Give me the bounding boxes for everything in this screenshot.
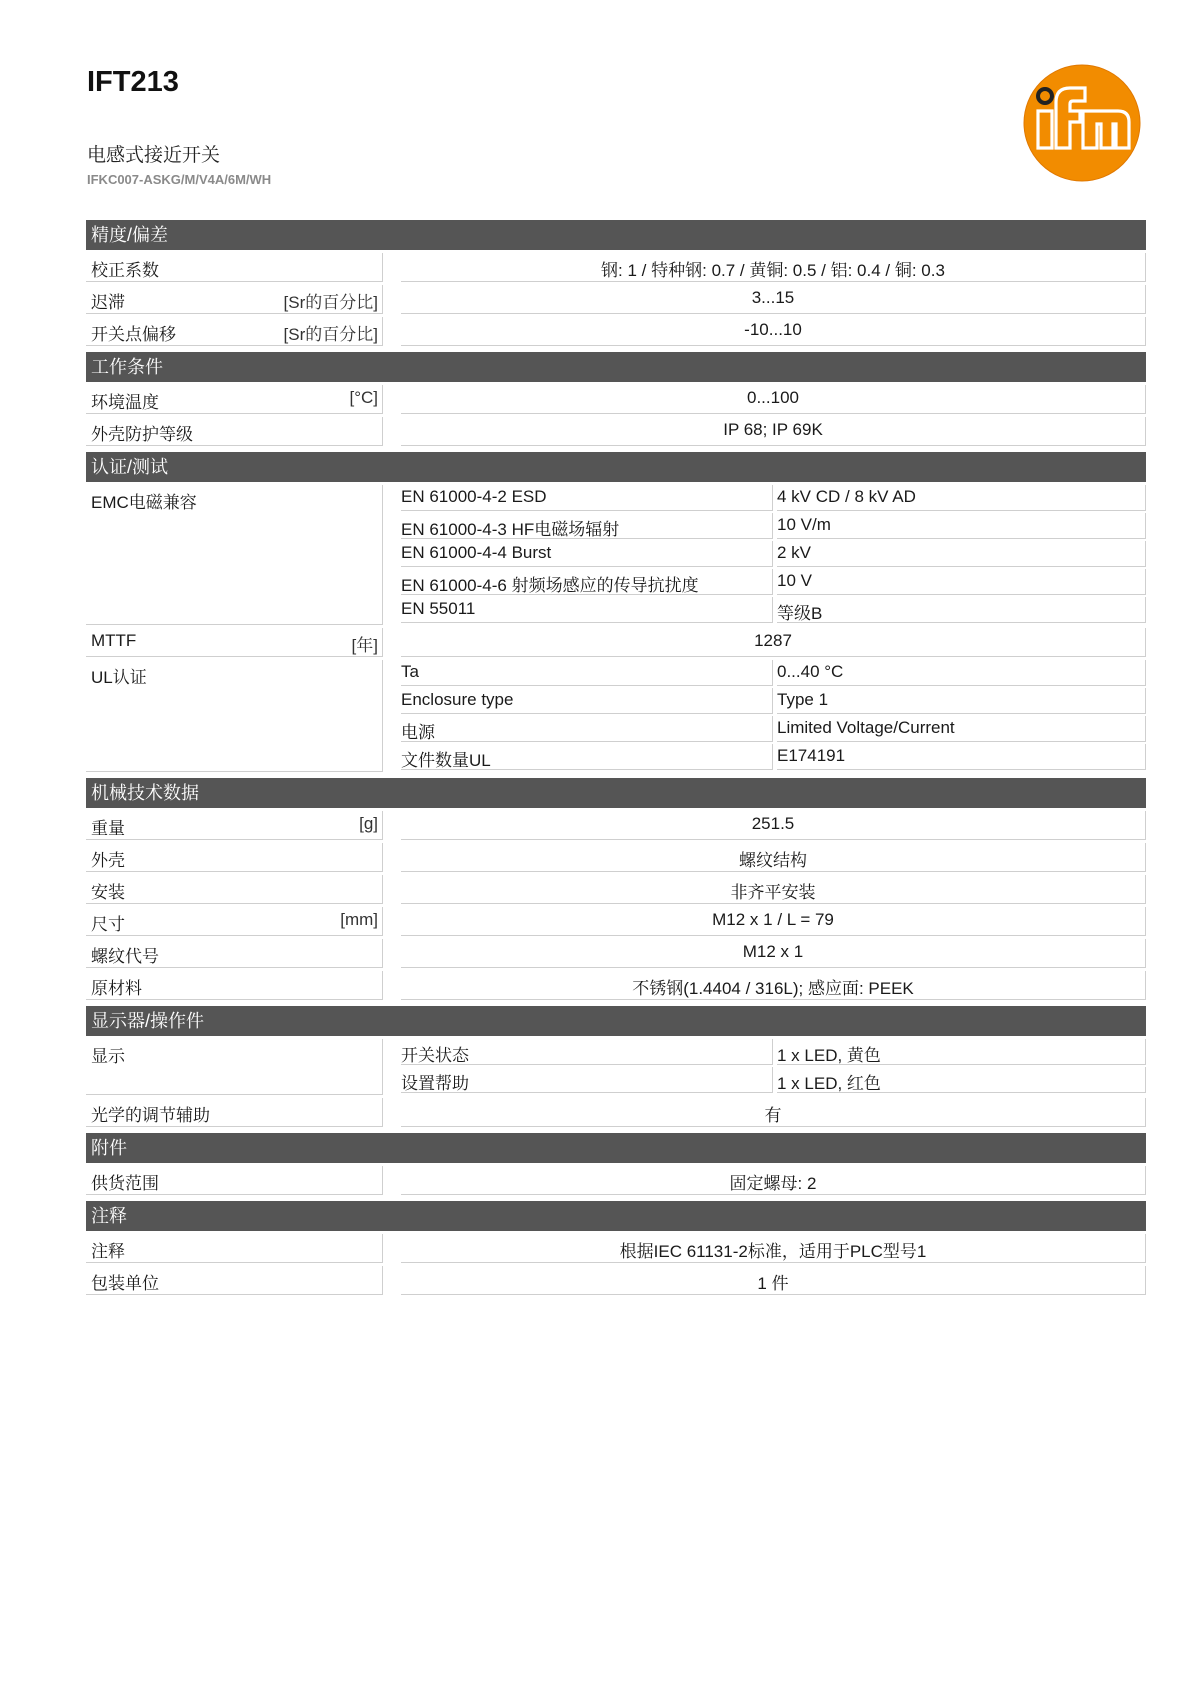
subtable-key: EN 61000-4-3 HF电磁场辐射	[401, 513, 773, 539]
subtable-value: 等级B	[777, 597, 1146, 623]
spec-value: 251.5	[401, 811, 1146, 840]
spec-label-cell	[86, 811, 383, 840]
spec-value: 钢: 1 / 特种钢: 0.7 / 黄铜: 0.5 / 铝: 0.4 / 铜: 0.3	[401, 253, 1146, 282]
spec-label: 重量	[91, 819, 125, 838]
spec-row	[86, 1098, 1146, 1127]
subtable-key: Ta	[401, 660, 773, 686]
subtable-row	[401, 541, 1146, 567]
spec-label: 外壳防护等级	[91, 425, 193, 444]
spec-label: 原材料	[91, 979, 142, 998]
spec-unit: [年]	[351, 636, 378, 655]
spec-row-emc	[86, 485, 1146, 625]
spec-label-cell	[86, 939, 383, 968]
spec-unit: [g]	[359, 814, 378, 833]
subtable-row	[401, 597, 1146, 623]
subtable-key: EN 61000-4-2 ESD	[401, 485, 773, 511]
spec-value: M12 x 1 / L = 79	[401, 907, 1146, 936]
spec-label-cell	[86, 417, 383, 446]
spec-label: 包装单位	[91, 1274, 159, 1293]
spec-row	[86, 385, 1146, 414]
spec-unit: [°C]	[349, 388, 378, 407]
section-accessories	[86, 1133, 1146, 1195]
spec-label-cell	[86, 317, 383, 346]
spec-row	[86, 285, 1146, 314]
section-title: 附件	[86, 1133, 1146, 1163]
spec-row	[86, 253, 1146, 282]
spec-label-cell	[86, 628, 383, 657]
spec-label-cell	[86, 875, 383, 904]
spec-label: 环境温度	[91, 393, 159, 412]
spec-label-cell	[86, 1098, 383, 1127]
section-tests	[86, 452, 1146, 772]
spec-label-cell	[86, 907, 383, 936]
subtable-key: 设置帮助	[401, 1067, 773, 1093]
spec-value: M12 x 1	[401, 939, 1146, 968]
spec-row-ul	[86, 660, 1146, 772]
subtable-row	[401, 1067, 1146, 1093]
section-title: 工作条件	[86, 352, 1146, 382]
subtable-key: 文件数量UL	[401, 744, 773, 770]
spec-value: 根据IEC 61131-2标准，适用于PLC型号1	[401, 1234, 1146, 1263]
spec-label: 供货范围	[91, 1174, 159, 1193]
spec-label-cell	[86, 1234, 383, 1263]
spec-label-cell	[86, 285, 383, 314]
spec-row	[86, 875, 1146, 904]
subtable-value: 1 x LED, 红色	[777, 1067, 1146, 1093]
spec-row	[86, 628, 1146, 657]
subtable-row	[401, 513, 1146, 539]
spec-row	[86, 843, 1146, 872]
subtable-row	[401, 688, 1146, 714]
section-title: 精度/偏差	[86, 220, 1146, 250]
subtable-value: 10 V	[777, 569, 1146, 595]
subtable-value: 1 x LED, 黄色	[777, 1039, 1146, 1065]
ul-subtable	[401, 660, 1146, 772]
spec-label: 安装	[91, 883, 125, 902]
spec-label-cell	[86, 971, 383, 1000]
subtable-row	[401, 716, 1146, 742]
subtable-row	[401, 1039, 1146, 1065]
section-operating	[86, 352, 1146, 446]
spec-label-cell	[86, 1039, 383, 1095]
spec-value: 0...100	[401, 385, 1146, 414]
spec-label: 注释	[91, 1242, 125, 1261]
subtable-key: EN 55011	[401, 597, 773, 623]
spec-label-cell	[86, 843, 383, 872]
spec-row	[86, 1234, 1146, 1263]
subtable-value: Type 1	[777, 688, 1146, 714]
spec-label-cell	[86, 1266, 383, 1295]
product-code: IFKC007-ASKG/M/V4A/6M/WH	[87, 172, 272, 187]
spec-value: 3...15	[401, 285, 1146, 314]
spec-row	[86, 417, 1146, 446]
spec-value: 1287	[401, 628, 1146, 657]
spec-label-cell	[86, 485, 383, 625]
spec-row	[86, 1166, 1146, 1195]
spec-label: MTTF	[91, 631, 137, 650]
section-remarks	[86, 1201, 1146, 1295]
spec-value: 1 件	[401, 1266, 1146, 1295]
display-subtable	[401, 1039, 1146, 1095]
spec-row	[86, 811, 1146, 840]
subtable-key: EN 61000-4-4 Burst	[401, 541, 773, 567]
spec-label: EMC电磁兼容	[91, 493, 197, 512]
subtable-row	[401, 744, 1146, 770]
subtable-key: 开关状态	[401, 1039, 773, 1065]
spec-label: UL认证	[91, 668, 147, 687]
spec-sheet	[86, 220, 1146, 1301]
subtable-key: EN 61000-4-6 射频场感应的传导抗扰度	[401, 569, 773, 595]
spec-unit: [mm]	[340, 910, 378, 929]
section-display	[86, 1006, 1146, 1127]
spec-unit: [Sr的百分比]	[283, 325, 378, 344]
spec-row	[86, 1266, 1146, 1295]
subtable-key: Enclosure type	[401, 688, 773, 714]
spec-value: 固定螺母: 2	[401, 1166, 1146, 1195]
product-subtitle: 电感式接近开关	[87, 145, 221, 166]
spec-value: 不锈钢(1.4404 / 316L); 感应面: PEEK	[401, 971, 1146, 1000]
section-accuracy	[86, 220, 1146, 346]
subtable-value: Limited Voltage/Current	[777, 716, 1146, 742]
subtable-key: 电源	[401, 716, 773, 742]
subtable-row	[401, 485, 1146, 511]
section-title: 认证/测试	[86, 452, 1146, 482]
spec-value: 非齐平安装	[401, 875, 1146, 904]
spec-row	[86, 907, 1146, 936]
subtable-value: 0...40 °C	[777, 660, 1146, 686]
emc-subtable	[401, 485, 1146, 625]
spec-value: 有	[401, 1098, 1146, 1127]
spec-value: IP 68; IP 69K	[401, 417, 1146, 446]
spec-row	[86, 971, 1146, 1000]
spec-label: 开关点偏移	[91, 325, 176, 344]
spec-row-display	[86, 1039, 1146, 1095]
spec-label: 迟滞	[91, 293, 125, 312]
spec-label-cell	[86, 660, 383, 772]
section-mechanical	[86, 778, 1146, 1000]
spec-unit: [Sr的百分比]	[283, 293, 378, 312]
spec-label-cell	[86, 253, 383, 282]
spec-label: 螺纹代号	[91, 947, 159, 966]
product-title: IFT213	[87, 66, 179, 98]
subtable-row	[401, 569, 1146, 595]
spec-label: 光学的调节辅助	[91, 1106, 210, 1125]
spec-label-cell	[86, 1166, 383, 1195]
spec-row	[86, 317, 1146, 346]
section-title: 注释	[86, 1201, 1146, 1231]
subtable-value: 4 kV CD / 8 kV AD	[777, 485, 1146, 511]
ifm-logo	[1023, 64, 1141, 182]
spec-label: 尺寸	[91, 915, 125, 934]
spec-label-cell	[86, 385, 383, 414]
spec-value: 螺纹结构	[401, 843, 1146, 872]
spec-label: 校正系数	[91, 261, 159, 280]
section-title: 显示器/操作件	[86, 1006, 1146, 1036]
subtable-value: 10 V/m	[777, 513, 1146, 539]
spec-row	[86, 939, 1146, 968]
spec-label: 外壳	[91, 851, 125, 870]
spec-value: -10...10	[401, 317, 1146, 346]
section-title: 机械技术数据	[86, 778, 1146, 808]
subtable-value: E174191	[777, 744, 1146, 770]
spec-label: 显示	[91, 1047, 125, 1066]
subtable-value: 2 kV	[777, 541, 1146, 567]
subtable-row	[401, 660, 1146, 686]
